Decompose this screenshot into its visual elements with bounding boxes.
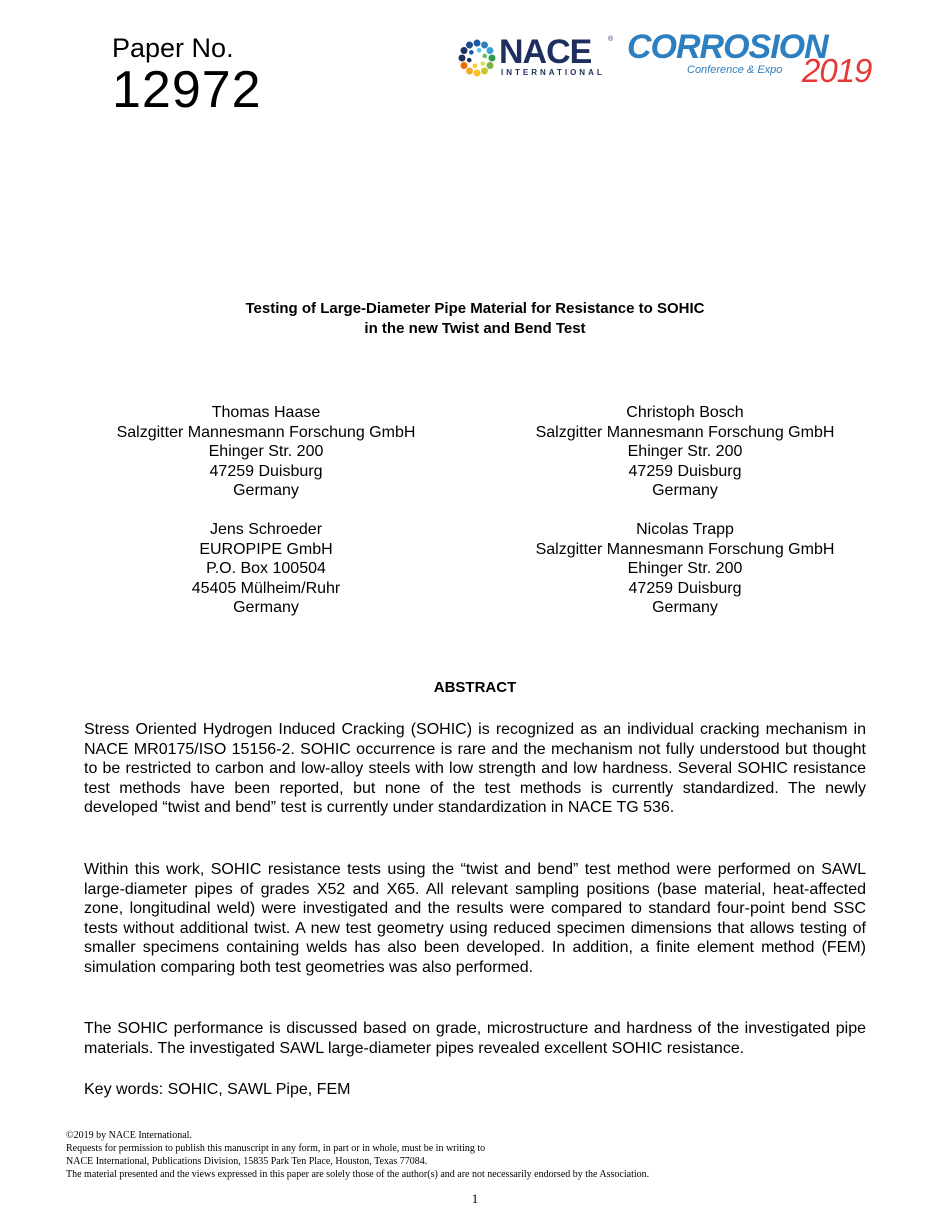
paper-number-block: [112, 34, 262, 117]
copyright-footer: [66, 1129, 649, 1181]
author-street: Ehinger Str. 200: [627, 560, 743, 578]
author-city: 47259 Duisburg: [628, 462, 742, 480]
author-name: Nicolas Trapp: [636, 521, 734, 538]
author-street: Ehinger Str. 200: [627, 443, 743, 461]
author-organization: Salzgitter Mannesmann Forschung GmbH: [535, 423, 835, 441]
author-organization: EUROPIPE GmbH: [199, 540, 333, 558]
author-city: 45405 Mülheim/Ruhr: [191, 579, 341, 597]
paper-title-line-1: Testing of Large-Diameter Pipe Material for Resistance to SOHIC: [245, 300, 705, 317]
keywords: Key words: SOHIC, SAWL Pipe, FEM: [84, 1081, 351, 1098]
author-block: [505, 403, 865, 501]
author-street: P.O. Box 100504: [206, 560, 326, 578]
page-number: 1: [471, 1191, 479, 1206]
author-name: Jens Schroeder: [209, 521, 323, 538]
copyright-line: ©2019 by NACE International.: [66, 1130, 192, 1141]
footer-line: NACE International, Publications Division, 15835 Park Ten Place, Houston, Texas 77084.: [66, 1156, 428, 1167]
abstract-paragraph: The SOHIC performance is discussed based on grade, microstructure and hardness of the investigated pipe materials. The investigated SAWL large-diameter pipes revealed excellent SOHIC resistance.: [84, 1020, 866, 1057]
author-organization: Salzgitter Mannesmann Forschung GmbH: [535, 540, 835, 558]
nace-logo-subtitle: INTERNATIONAL: [501, 68, 605, 77]
paper-number-label: Paper No.: [112, 33, 234, 63]
author-city: 47259 Duisburg: [209, 462, 323, 480]
abstract-heading: ABSTRACT: [433, 679, 517, 696]
author-organization: Salzgitter Mannesmann Forschung GmbH: [116, 423, 416, 441]
author-block: [505, 520, 865, 618]
author-country: Germany: [652, 599, 718, 617]
author-city: 47259 Duisburg: [628, 579, 742, 597]
corrosion-logo: [627, 28, 881, 89]
author-block: [86, 403, 446, 501]
author-name: Thomas Haase: [211, 404, 321, 421]
nace-logo: [455, 33, 614, 80]
paper-title: [0, 299, 950, 339]
nace-logo-text: NACE: [499, 33, 592, 71]
footer-line: The material presented and the views expressed in this paper are solely those of the author(s) and are not necessarily endorsed by the Association.: [66, 1169, 650, 1180]
author-country: Germany: [233, 599, 299, 617]
author-street: Ehinger Str. 200: [208, 443, 324, 461]
abstract-paragraph: Within this work, SOHIC resistance tests using the “twist and bend” test method were performed on SAWL large-diameter pipes of grades X52 and X65. All relevant sampling positions (base material, heat-affected zone, longitudinal weld) were investigated and the results were compared to standard four-point bend SSC tests without additional twist. A new test geometry using reduced specimen dimensions that allows testing of smaller specimens containing welds has also been developed. In addition, a finite element method (FEM) simulation comparing both test geometries was also performed.: [84, 861, 866, 976]
corrosion-logo-year: 2019: [802, 52, 872, 89]
paper-number: 12972: [112, 61, 262, 119]
abstract-paragraph: Stress Oriented Hydrogen Induced Cracking (SOHIC) is recognized as an individual cracking mechanism in NACE MR0175/ISO 15156-2. SOHIC occurrence is rare and the mechanism not fully understood but thought to be restricted to carbon and low-alloy steels with low strength and low hardness. Several SOHIC resistance test methods have been reported, but none of the test methods is currently standardized. The newly developed “twist and bend” test is currently under standardization in NACE TG 536.: [84, 721, 866, 817]
paper-title-line-2: in the new Twist and Bend Test: [364, 320, 586, 337]
author-name: Christoph Bosch: [626, 404, 744, 421]
footer-line: Requests for permission to publish this manuscript in any form, in part or in whole, must be in writing to: [66, 1143, 486, 1154]
corrosion-logo-text: CORROSION: [627, 28, 828, 66]
author-country: Germany: [652, 482, 718, 500]
author-country: Germany: [233, 482, 299, 500]
nace-burst-icon: [455, 36, 499, 80]
registered-mark: ®: [608, 36, 614, 43]
author-block: [86, 520, 446, 618]
corrosion-logo-tagline: Conference & Expo: [687, 64, 783, 76]
